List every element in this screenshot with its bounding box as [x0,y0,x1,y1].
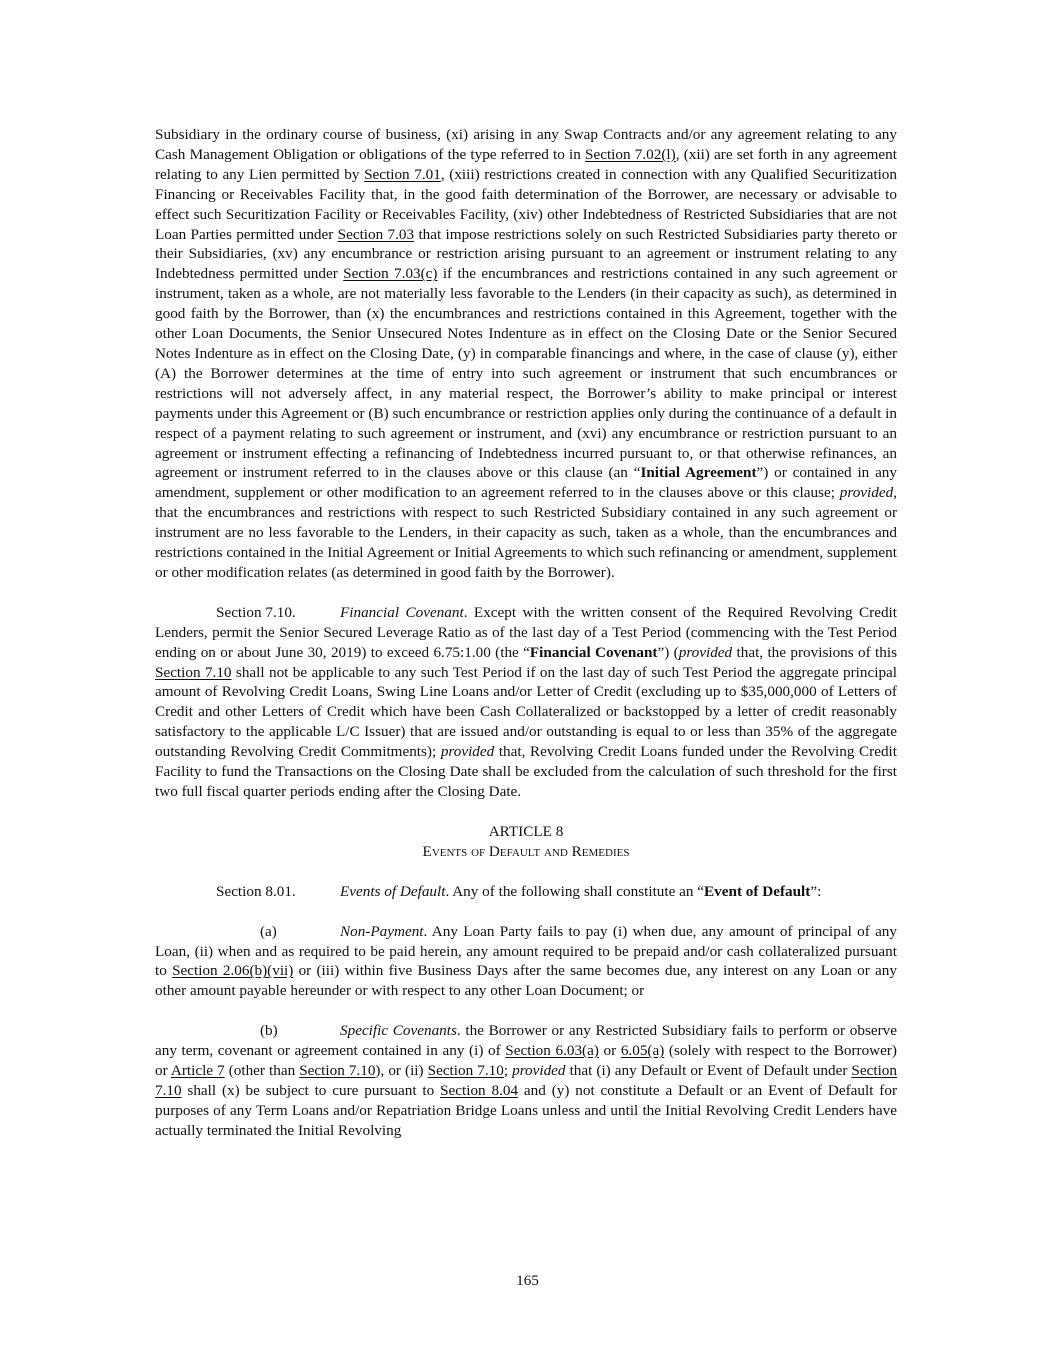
section-reference: Section 2.06(b)(vii) [172,962,294,980]
text-run: . Any of the following shall constitute an “ [445,882,705,900]
article-reference: Article 7 [170,1062,225,1080]
text-run: (solely with respect to the Borrower) or [155,1042,897,1080]
article-title: Events of Default and Remedies [422,842,630,860]
section-reference: Section 7.02(l) [585,145,676,163]
italic-term: provided [512,1062,566,1080]
italic-term: provided [440,743,495,761]
text-run: or (iii) within five Business Days after the same becomes due, any interest on any Loan or any other amount payable hereunder or with respect to any other Loan Document; or [155,962,897,1000]
section-label: Section 8.01. [216,882,296,900]
section-title: Events of Default [340,882,446,900]
italic-term: provided [839,484,894,502]
paragraph-restrictions-continued [155,125,897,583]
clause-b-paragraph [155,1021,897,1140]
section-reference: Section 8.04 [440,1081,519,1099]
page-body [155,125,897,1141]
section-reference: Section 7.10 [299,1062,376,1080]
clause-title: Specific Covenants [340,1022,457,1040]
text-run: if the encumbrances and restrictions contained in any such agreement or instrument, taken as a whole, are not materially less favorable to the Lenders (in their capacity as such), as determined in good faith by the Borrower, than (x) the encumbrances and restrictions contained in this Agreement, together with the other Loan Documents, the Senior Unsecured Notes Indenture as in effect on the Closing Date or the Senior Secured Notes Indenture as in effect on the Closing Date, (y) in comparable financings and where, in the case of clause (y), either (A) the Borrower determines at the time of entry into such agreement or instrument that such encumbrances or restrictions will not adversely affect, in any material respect, the Borrower’s ability to make principal or interest payments under this Agreement or (B) such encumbrance or restriction applies only during the continuance of a default in respect of a payment relating to such agreement or instrument, and (xvi) any encumbrance or restriction pursuant to an agreement or instrument effecting a refinancing of Indebtedness incurred pursuant to, or that otherwise refinances, an agreement or instrument referred to in the clauses above or this clause (an “ [155,265,897,482]
section-reference: Section 7.10 [427,1062,504,1080]
text-run: or [598,1042,621,1060]
text-run: . Except with the written consent of the Required Revolving Credit Lenders, permit the Senior Secured Leverage Ratio as of the last day of a Test Period (commencing with the Test Period ending on or about June 30, 2019) to exceed 6.75:1.00 (the “ [155,603,897,661]
clause-title: Non-Payment [340,922,424,940]
page-number: 165 [516,1272,539,1289]
text-run: , (xiii) restrictions created in connection with any Qualified Securitization Financing or Receivables Facility that, in the good faith determination of the Borrower, are necessary or advisable to effect such Securitization Facility or Receivables Facility, (xiv) other Indebtedness of Restricted Subsidiaries that are not Loan Parties permitted under [155,165,897,243]
text-run: that (i) any Default or Event of Default under [565,1062,852,1080]
text-run: ), or (ii) [375,1062,428,1080]
text-run: . the Borrower or any Restricted Subsidiary fails to perform or observe any term, covenant or agreement contained in any (i) of [155,1022,897,1060]
text-run: , that the encumbrances and restrictions with respect to such Restricted Subsidiary contained in any such agreement or instrument are no less favorable to the Lenders, in their capacity as such, taken as a whole, than the encumbrances and restrictions contained in the Initial Agreement or Initial Agreements to which such refinancing or amendment, supplement or other modification relates (as determined in good faith by the Borrower). [155,484,897,581]
section-reference: Section 7.03(c) [343,265,438,283]
section-reference: Section 7.10 [155,663,232,681]
text-run: that, the provisions of this [732,643,897,661]
defined-term: Financial Covenant [529,643,658,661]
text-run: Subsidiary in the ordinary course of business, (xi) arising in any Swap Contracts and/or any agreement relating to any Cash Management Obligation or obligations of the type referred to in [155,126,897,163]
section-8-01-paragraph [155,882,897,902]
clause-a-paragraph [155,922,897,1002]
text-run: . Any Loan Party fails to pay (i) when due, any amount of principal of any Loan, (ii) when and as required to be paid herein, any amount required to be prepaid and/or cash collateralized pursuant to [155,922,897,980]
text-run: ”: [810,882,822,900]
text-run: ”) ( [657,643,679,661]
text-run: shall (x) be subject to cure pursuant to [181,1081,441,1099]
section-reference: Section 7.10 [155,1062,897,1099]
defined-term: Event of Default [704,882,811,900]
italic-term: provided [678,643,733,661]
defined-term: Initial Agreement [640,464,757,482]
article-number: ARTICLE 8 [488,822,564,840]
text-run: and (y) not constitute a Default or an Event of Default for purposes of any Term Loans and/or Repatriation Bridge Loans unless and until the Initial Revolving Credit Lenders have actually terminated the Initial Revolving [155,1081,898,1139]
section-label: Section 7.10. [216,603,296,621]
text-run: (other than [224,1062,300,1080]
section-reference: 6.05(a) [620,1042,665,1060]
text-run: that, Revolving Credit Loans funded under the Revolving Credit Facility to fund the Transactions on the Closing Date shall be excluded from the calculation of such threshold for the first two full fiscal quarter periods ending after the Closing Date. [155,743,897,800]
section-reference: Section 7.01 [364,165,441,183]
section-7-10-paragraph [155,603,897,802]
text-run: shall not be applicable to any such Test Period if on the last day of such Test Period the aggregate principal amount of Revolving Credit Loans, Swing Line Loans and/or Letter of Credit (excluding up to $35,000,000 of Letters of Credit and other Letters of Credit which have been Cash Collateralized or backstopped by a letter of credit reasonably satisfactory to the applicable L/C Issuer) that are issued and/or outstanding is equal to or less than 35% of the aggregate outstanding Revolving Credit Commitments); [155,663,897,761]
text-run: ”) or contained in any amendment, supplement or other modification to an agreement referred to in the clauses above or this clause; [155,464,897,502]
section-reference: Section 7.03 [337,225,415,243]
section-title: Financial Covenant [340,603,464,621]
clause-label: (a) [260,922,277,940]
text-run: , (xii) are set forth in any agreement relating to any Lien permitted by [155,145,897,183]
clause-label: (b) [260,1022,278,1040]
text-run: ; [503,1062,513,1080]
text-run: that impose restrictions solely on such Restricted Subsidiaries party thereto or their Subsidiaries, (xv) any encumbrance or restriction arising pursuant to an agreement or instrument relating to any Indebtedness permitted under [155,225,897,283]
section-reference: Section 6.03(a) [505,1042,599,1060]
